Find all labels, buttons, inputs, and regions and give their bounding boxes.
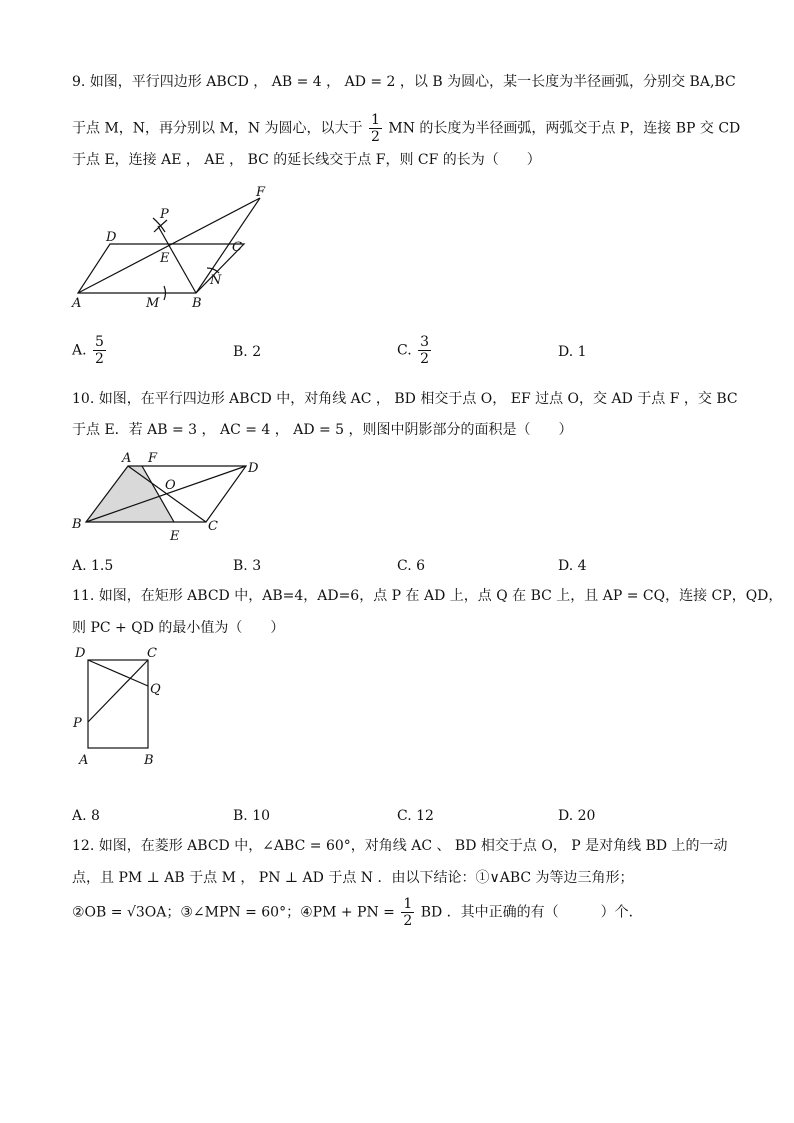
q10-option-a[interactable]: A. 1.5 bbox=[72, 558, 114, 574]
q11-label-c: C bbox=[147, 646, 157, 661]
fraction-denominator: 2 bbox=[420, 351, 430, 367]
q9-option-b[interactable]: B. 2 bbox=[233, 344, 262, 360]
q11-segment-qd bbox=[88, 660, 148, 686]
q9-text-line2 bbox=[72, 112, 740, 145]
q10-figure bbox=[70, 448, 270, 544]
q9-label-a: A bbox=[72, 296, 82, 311]
q11-text-line2: 则 PC + QD 的最小值为（ ） bbox=[72, 620, 285, 636]
q9-option-c-label: C. bbox=[397, 342, 412, 359]
fraction-numerator: 3 bbox=[420, 334, 430, 350]
fraction-numerator: 1 bbox=[370, 112, 380, 128]
q9-option-a-label: A. bbox=[72, 342, 87, 359]
q10-label-b: B bbox=[72, 517, 82, 532]
q10-option-d[interactable]: D. 4 bbox=[558, 558, 587, 574]
q10-label-a: A bbox=[122, 451, 132, 466]
q10-label-e: E bbox=[170, 529, 180, 544]
q12-text-line3 bbox=[72, 896, 643, 929]
q10-text-line1: 10. 如图，在平行四边形 ABCD 中，对角线 AC ， BD 相交于点 O， EF 过点 O，交 AD 于点 F ，交 BC bbox=[72, 391, 738, 407]
q9-label-b: B bbox=[192, 296, 202, 311]
q12-text-line3-pre: ②OB = √3OA；③∠MPN = 60°；④PM + PN = bbox=[72, 904, 395, 921]
q11-text-line1: 11. 如图，在矩形 ABCD 中，AB=4，AD=6，点 P 在 AD 上，点 Q 在 BC 上，且 AP = CQ，连接 CP，QD， bbox=[72, 588, 783, 604]
q10-label-d: D bbox=[248, 461, 259, 476]
q11-option-b[interactable]: B. 10 bbox=[233, 808, 271, 824]
q10-option-c[interactable]: C. 6 bbox=[397, 558, 426, 574]
q9-option-a-fraction bbox=[93, 334, 106, 367]
q11-label-q: Q bbox=[150, 682, 161, 697]
q10-label-o: O bbox=[165, 478, 176, 493]
q9-line-bc-f bbox=[196, 198, 260, 293]
q11-figure bbox=[70, 644, 180, 770]
q9-label-n: N bbox=[210, 273, 222, 288]
q9-label-p: P bbox=[160, 207, 169, 222]
q11-option-d[interactable]: D. 20 bbox=[558, 808, 596, 824]
q10-label-c: C bbox=[208, 519, 218, 534]
q12-text-line3-post: BD ．其中正确的有（ ）个． bbox=[420, 904, 643, 921]
q9-text-line2-pre: 于点 M，N，再分别以 M，N 为圆心，以大于 bbox=[72, 120, 363, 137]
q9-option-c[interactable] bbox=[397, 334, 433, 367]
q10-shaded-region bbox=[86, 466, 174, 522]
q9-text-line1: 9. 如图，平行四边形 ABCD ， AB = 4 ， AD = 2 ，以 B 为圆心，某一长度为半径画弧，分别交 BA,BC bbox=[72, 74, 736, 90]
q10-text-line2: 于点 E．若 AB = 3 ， AC = 4 ， AD = 5 ，则图中阴影部分的面积是（ ） bbox=[72, 422, 573, 438]
q11-option-a[interactable]: A. 8 bbox=[72, 808, 100, 824]
q10-label-f: F bbox=[148, 451, 158, 466]
q9-option-a[interactable] bbox=[72, 334, 108, 367]
fraction-numerator: 1 bbox=[403, 896, 413, 912]
q9-text-line2-post: MN 的长度为半径画弧，两弧交于点 P，连接 BP 交 CD bbox=[388, 120, 741, 137]
q9-label-m: M bbox=[146, 296, 160, 311]
q11-label-a: A bbox=[79, 753, 89, 768]
fraction-denominator: 2 bbox=[370, 129, 380, 145]
q11-option-c[interactable]: C. 12 bbox=[397, 808, 434, 824]
fraction-numerator: 5 bbox=[95, 334, 104, 350]
q9-label-f: F bbox=[256, 185, 266, 200]
q11-segment-cp bbox=[88, 660, 148, 722]
q9-option-c-fraction bbox=[418, 334, 431, 367]
q9-text-line3: 于点 E，连接 AE ， AE ， BC 的延长线交于点 F，则 CF 的长为（ ） bbox=[72, 152, 541, 168]
fraction-denominator: 2 bbox=[403, 913, 413, 929]
q12-text-line2: 点，且 PM ⊥ AB 于点 M ， PN ⊥ AD 于点 N ．由以下结论：①∨ABC 为等边三角形； bbox=[72, 870, 634, 886]
fraction-denominator: 2 bbox=[95, 351, 104, 367]
q12-text-line1: 12. 如图，在菱形 ABCD 中，∠ABC = 60°，对角线 AC 、 BD 相交于点 O， P 是对角线 BD 上的一动 bbox=[72, 838, 728, 854]
q9-label-d: D bbox=[106, 230, 117, 245]
q11-label-b: B bbox=[144, 753, 154, 768]
q9-label-e: E bbox=[160, 251, 170, 266]
q10-option-b[interactable]: B. 3 bbox=[233, 558, 262, 574]
q11-label-d: D bbox=[75, 646, 86, 661]
q9-half-fraction bbox=[369, 112, 382, 145]
q11-label-p: P bbox=[73, 716, 82, 731]
q9-label-c: C bbox=[232, 240, 242, 255]
q12-half-fraction bbox=[401, 896, 414, 929]
q9-figure bbox=[68, 184, 288, 314]
q9-option-d[interactable]: D. 1 bbox=[558, 344, 587, 360]
